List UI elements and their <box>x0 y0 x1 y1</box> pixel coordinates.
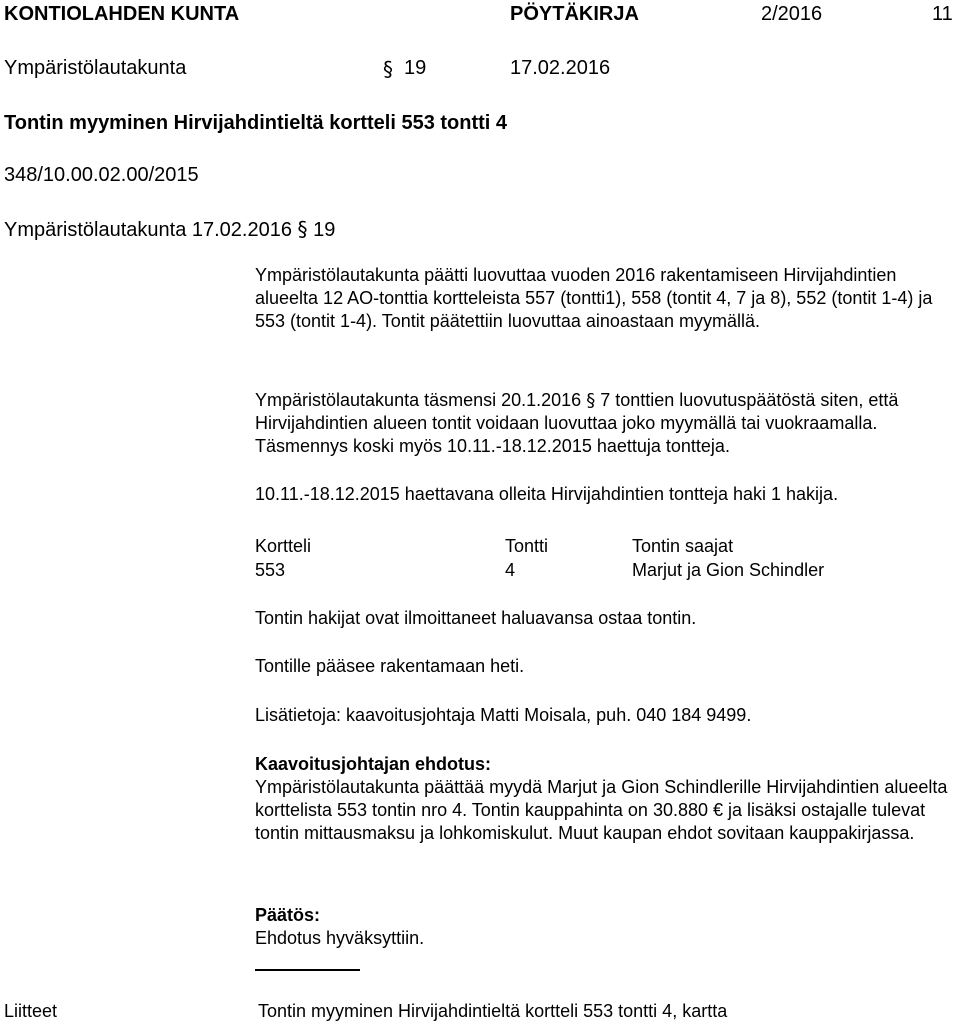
signature-divider <box>255 969 360 971</box>
previous-meeting-number: 19 <box>313 219 336 241</box>
page-number: 11 <box>932 3 953 25</box>
item-title: Tontin myyminen Hirvijahdintieltä kortteli 553 tontti 4 <box>4 112 508 134</box>
table-cell-tontti: 4 <box>505 560 516 580</box>
attachments-label: Liitteet <box>4 1001 58 1021</box>
decision-text: Ehdotus hyväksyttiin. <box>255 928 425 948</box>
decision-heading: Päätös: <box>255 905 321 925</box>
proposal-text-b: ja lisäksi ostajalle tulevat tontin mittausmaksu ja lohkomiskulut. Muut kaupan ehdot sovitaan kauppakirjassa. <box>255 800 926 843</box>
paragraph-2-symbol: § <box>586 390 596 411</box>
municipality-name: KONTIOLAHDEN KUNTA <box>4 3 240 25</box>
table-header-tontin-saajat: Tontin saajat <box>632 536 734 556</box>
diary-number: 348/10.00.02.00/2015 <box>4 164 199 186</box>
previous-meeting-ref <box>4 217 335 242</box>
table-header-kortteli: Kortteli <box>255 536 312 556</box>
meeting-date: 17.02.2016 <box>510 57 611 79</box>
paragraph-2-text-a: Ympäristölautakunta täsmensi 20.1.2016 <box>255 390 582 410</box>
table-cell-tontin-saajat: Marjut ja Gion Schindler <box>632 560 825 580</box>
attachments-text: Tontin myyminen Hirvijahdintieltä kortteli 553 tontti 4, kartta <box>258 1001 728 1021</box>
note-applicants: Tontin hakijat ovat ilmoittaneet haluavansa ostaa tontin. <box>255 608 697 628</box>
paragraph-2-text-b: 7 tonttien luovutuspäätöstä siten, että Hirvijahdintien alueen tontit voidaan luovuttaa joko myymällä tai vuokraamalla. Täsmennys koski myös 10.11.-18.12.2015 haettuja tontteja. <box>255 390 899 456</box>
currency-symbol: € <box>713 800 724 820</box>
note-build: Tontille pääsee rakentamaan heti. <box>255 656 525 676</box>
table-cell-kortteli: 553 <box>255 560 286 580</box>
proposal <box>255 753 960 845</box>
document-number: 2/2016 <box>761 3 823 25</box>
document-type: PÖYTÄKIRJA <box>510 3 639 25</box>
proposal-text-a: Ympäristölautakunta päättää myydä Marjut ja Gion Schindlerille Hirvijahdintien alueelta korttelista 553 tontin nro 4. Tontin kauppahinta on 30.880 <box>255 777 948 820</box>
paragraph-3-text: 10.11.-18.12.2015 haettavana olleita Hirvijahdintien tontteja haki 1 hakija. <box>255 484 839 504</box>
table-header-tontti: Tontti <box>505 536 549 556</box>
section-number: 19 <box>404 57 427 79</box>
paragraph-3 <box>255 483 955 506</box>
decision <box>255 904 955 950</box>
paragraph-1-text: Ympäristölautakunta päätti luovuttaa vuoden 2016 rakentamiseen Hirvijahdintien alueelta 12 AO-tonttia kortteleista 557 (tontti1), 558 (tontit 4, 7 ja 8), 552 (tontit 1-4) ja 553 (tontit 1-4). Tontit päätettiin luovuttaa ainoastaan myymällä. <box>255 265 933 331</box>
proposal-heading: Kaavoitusjohtajan ehdotus: <box>255 754 492 774</box>
paragraph-1 <box>255 264 955 333</box>
note-contact: Lisätietoja: kaavoitusjohtaja Matti Moisala, puh. 040 184 9499. <box>255 705 752 725</box>
previous-meeting-prefix: Ympäristölautakunta 17.02.2016 <box>4 219 292 241</box>
previous-meeting-symbol: § <box>297 217 308 241</box>
paragraph-2 <box>255 389 955 458</box>
committee-name: Ympäristölautakunta <box>4 57 187 79</box>
section-symbol: § <box>383 57 393 81</box>
